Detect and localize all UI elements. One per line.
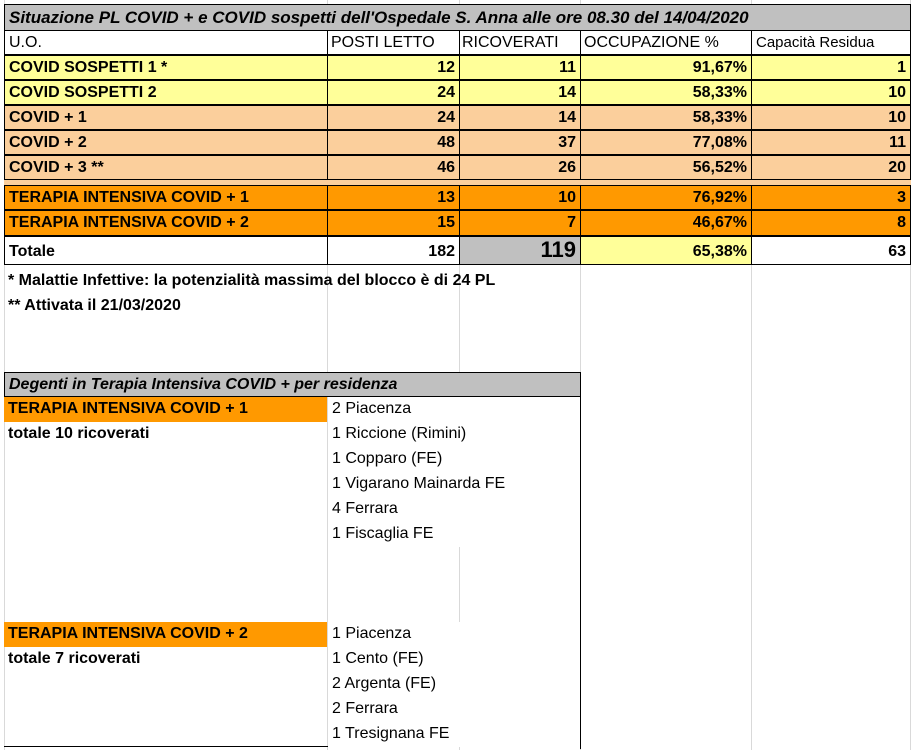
row-cell-capacita: 8: [751, 210, 911, 236]
row-cell-posti-letto: 24: [327, 105, 460, 130]
header-posti-letto: POSTI LETTO: [327, 30, 460, 55]
header-ricoverati: RICOVERATI: [459, 30, 581, 55]
residence-entry: 1 Cento (FE): [328, 647, 580, 672]
row-cell-capacita: 11: [751, 130, 911, 155]
row-cell-ricoverati: 11: [459, 55, 581, 80]
row-cell-ricoverati: 7: [459, 210, 581, 236]
total-posti-letto: 182: [327, 236, 460, 265]
sheet-title: Situazione PL COVID + e COVID sospetti dell'Ospedale S. Anna alle ore 08.30 del 14/04/2020: [4, 4, 911, 31]
residence-entry: 1 Copparo (FE): [328, 447, 580, 472]
total-label: Totale: [4, 236, 328, 265]
row-cell-ricoverati: 10: [459, 185, 581, 210]
residence-entry: 1 Fiscaglia FE: [328, 522, 580, 547]
row-cell-capacita: 10: [751, 105, 911, 130]
row-cell-ricoverati: 14: [459, 105, 581, 130]
row-cell-capacita: 1: [751, 55, 911, 80]
row-cell-occupazione: 76,92%: [580, 185, 752, 210]
row-cell-ricoverati: 37: [459, 130, 581, 155]
row-cell-uo: COVID SOSPETTI 1 *: [4, 55, 328, 80]
row-cell-ricoverati: 26: [459, 155, 581, 180]
header-capacita-residua: Capacità Residua: [751, 30, 911, 55]
row-cell-posti-letto: 15: [327, 210, 460, 236]
row-cell-posti-letto: 46: [327, 155, 460, 180]
header-occupazione: OCCUPAZIONE %: [580, 30, 752, 55]
row-cell-occupazione: 58,33%: [580, 80, 752, 105]
group-label: TERAPIA INTENSIVA COVID + 1: [4, 397, 327, 422]
row-cell-ricoverati: 14: [459, 80, 581, 105]
row-cell-uo: TERAPIA INTENSIVA COVID + 1: [4, 185, 328, 210]
header-uo: U.O.: [4, 30, 328, 55]
row-cell-posti-letto: 48: [327, 130, 460, 155]
row-cell-capacita: 10: [751, 80, 911, 105]
residence-entry: 2 Ferrara: [328, 697, 580, 722]
row-cell-capacita: 20: [751, 155, 911, 180]
residence-title: Degenti in Terapia Intensiva COVID + per residenza: [4, 372, 581, 397]
row-cell-occupazione: 46,67%: [580, 210, 752, 236]
total-ricoverati: 119: [459, 236, 581, 265]
row-cell-occupazione: 77,08%: [580, 130, 752, 155]
row-cell-uo: COVID + 2: [4, 130, 328, 155]
residence-entry: 1 Riccione (Rimini): [328, 422, 580, 447]
row-cell-uo: TERAPIA INTENSIVA COVID + 2: [4, 210, 328, 236]
residence-entry: 2 Piacenza: [328, 397, 580, 422]
residence-entry: 1 Piacenza: [328, 622, 580, 647]
row-cell-posti-letto: 13: [327, 185, 460, 210]
row-cell-posti-letto: 24: [327, 80, 460, 105]
residence-right-border: [580, 396, 581, 749]
residence-entry: 4 Ferrara: [328, 497, 580, 522]
row-cell-occupazione: 91,67%: [580, 55, 752, 80]
row-cell-occupazione: 58,33%: [580, 105, 752, 130]
row-cell-uo: COVID SOSPETTI 2: [4, 80, 328, 105]
group-label: TERAPIA INTENSIVA COVID + 2: [4, 622, 327, 647]
row-cell-occupazione: 56,52%: [580, 155, 752, 180]
group-total: totale 10 ricoverati: [8, 425, 150, 442]
row-cell-uo: COVID + 3 **: [4, 155, 328, 180]
row-cell-posti-letto: 12: [327, 55, 460, 80]
residence-entry: 1 Tresignana FE: [328, 722, 580, 747]
group-total: totale 7 ricoverati: [8, 650, 141, 667]
row-cell-capacita: 3: [751, 185, 911, 210]
total-occupazione: 65,38%: [580, 236, 752, 265]
row-separator: [4, 180, 911, 185]
note-1: * Malattie Infettive: la potenzialità massima del blocco è di 24 PL: [8, 272, 496, 289]
total-capacita-residua: 63: [751, 236, 911, 265]
note-2: ** Attivata il 21/03/2020: [8, 297, 181, 314]
residence-entry: 1 Vigarano Mainarda FE: [328, 472, 580, 497]
row-cell-uo: COVID + 1: [4, 105, 328, 130]
residence-entry: 2 Argenta (FE): [328, 672, 580, 697]
